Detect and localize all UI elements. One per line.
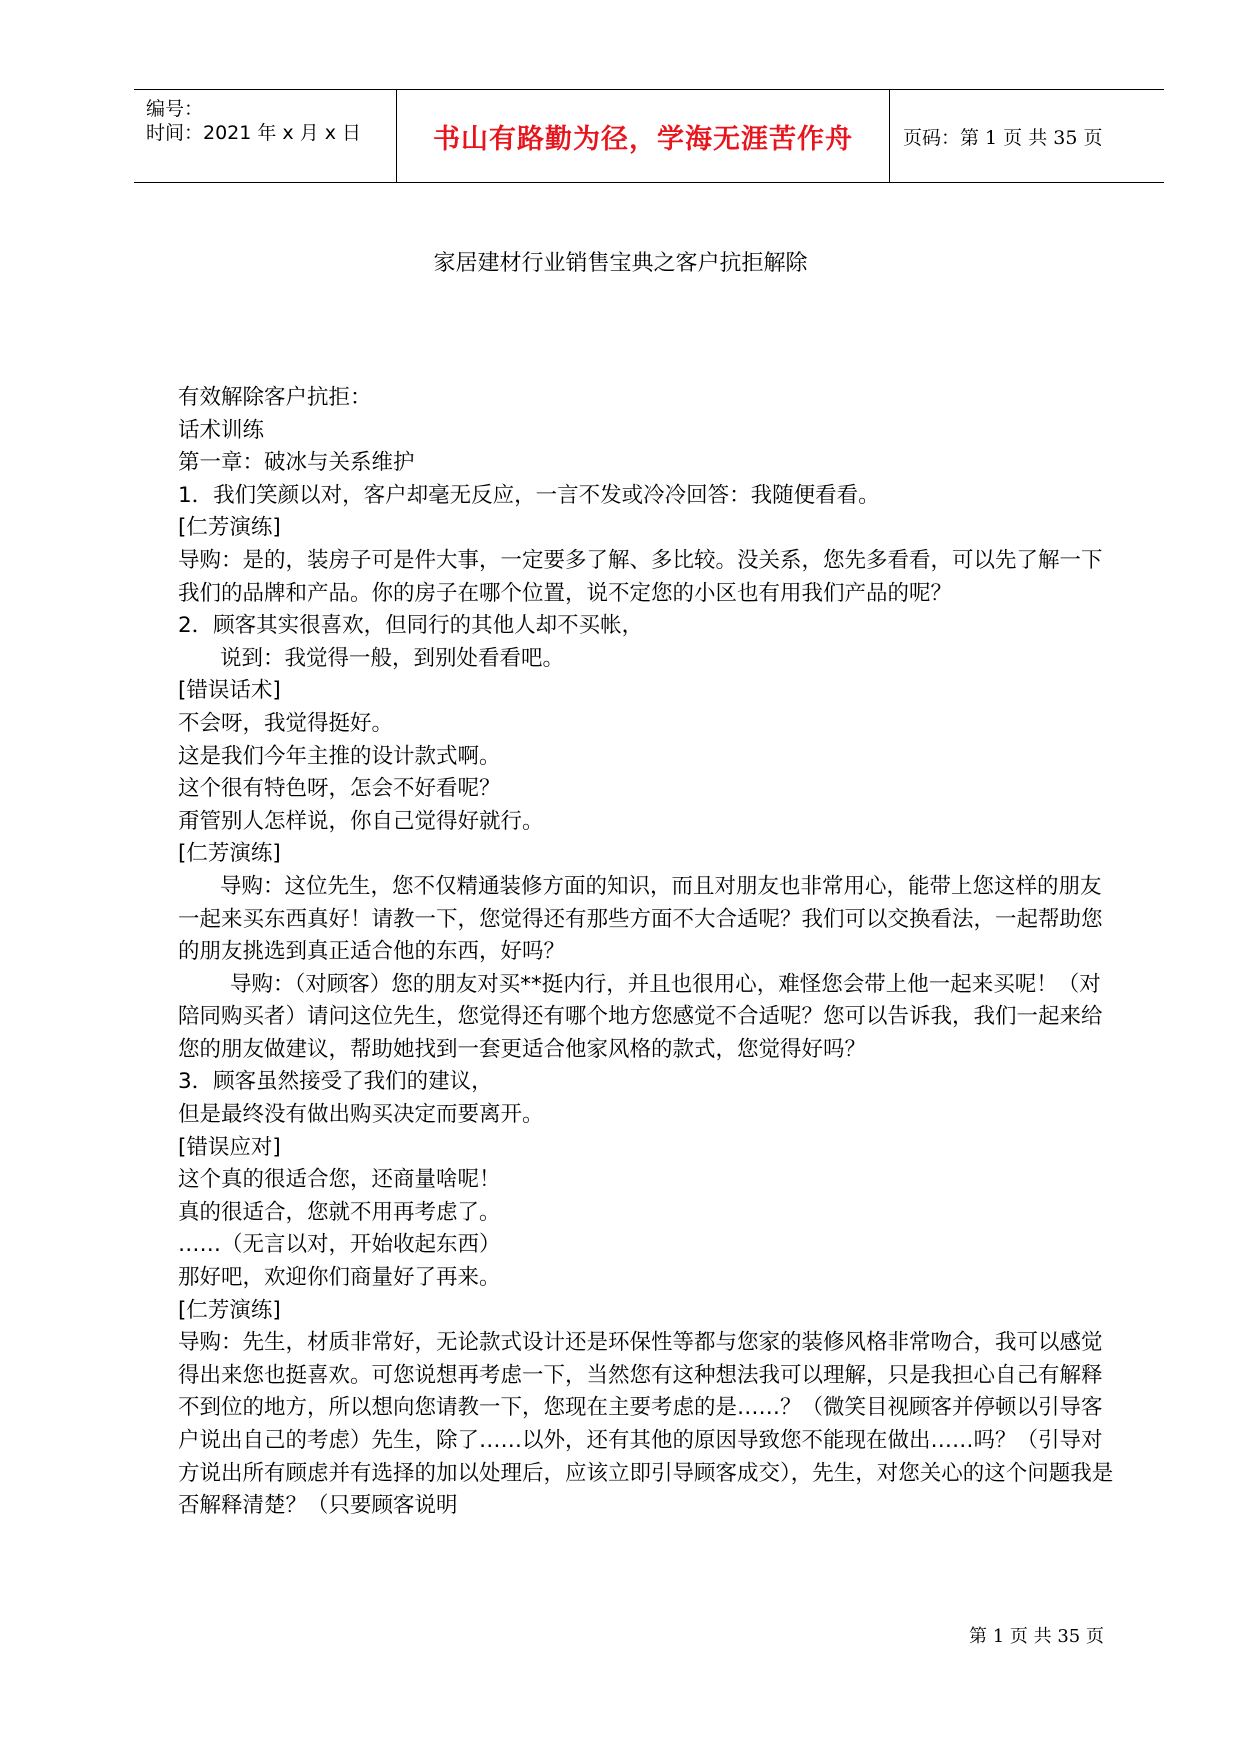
page-label: 页码：第 1 页 共 35 页 <box>903 126 1103 149</box>
paragraph: 导购：（对顾客）您的朋友对买**挺内行，并且也很用心，难怪您会带上他一起来买呢！（对陪同购买者）请问这位先生，您觉得还有哪个地方您感觉不合适呢？您可以告诉我，我们一起来给您的朋友做建议，帮助她找到一套更适合他家风格的款式，您觉得好吗？ <box>178 971 1103 1062</box>
paragraph: 导购：这位先生，您不仅精通装修方面的知识，而且对朋友也非常用心，能带上您这样的朋友一起来买东西真好！请教一下，您觉得还有那些方面不大合适呢？我们可以交换看法，一起帮助您的朋友挑选到真正适合他的东西，好吗？ <box>178 873 1103 965</box>
paragraph: 导购：先生，材质非常好，无论款式设计还是环保性等都与您家的装修风格非常吻合，我可以感觉得出来您也挺喜欢。可您说想再考虑一下，当然您有这种想法我可以理解，只是我担心自己有解释不到位的地方，所以想向您请教一下，您现在主要考虑的是……？（微笑目视顾客并停顿以引导客户说出自己的考虑）先生，除了……以外，还有其他的原因导致您不能现在做出……吗？（引导对方说出所有顾虑并有选择的加以处理后，应该立即引导顾客成交），先生，对您关心的这个问题我是否解释清楚？（只要顾客说明 <box>178 1330 1114 1519</box>
paragraph: 第一章：破冰与关系维护 <box>178 450 415 476</box>
paragraph: 但是最终没有做出购买决定而要离开。 <box>178 1102 544 1128</box>
header-meta <box>134 90 396 182</box>
paragraph: 甭管别人怎样说，你自己觉得好就行。 <box>178 808 544 834</box>
paragraph: 有效解除客户抗拒： <box>178 385 372 410</box>
page-footer: 第 1 页 共 35 页 <box>969 1626 1104 1647</box>
paragraph: 3．顾客虽然接受了我们的建议， <box>178 1069 493 1095</box>
paragraph: 1．我们笑颜以对，客户却毫无反应，一言不发或冷冷回答：我随便看看。 <box>178 482 880 508</box>
motto: 书山有路勤为径，学海无涯苦作舟 <box>433 123 853 155</box>
paragraph: [仁芳演练] <box>178 1297 281 1323</box>
document-title: 家居建材行业销售宝典之客户抗拒解除 <box>433 251 808 276</box>
paragraph: [仁芳演练] <box>178 515 281 541</box>
paragraph: 导购：是的，装房子可是件大事，一定要多了解、多比较。没关系，您先多看看，可以先了解一下我们的品牌和产品。你的房子在哪个位置，说不定您的小区也有用我们产品的呢？ <box>178 547 1103 606</box>
page-header <box>134 89 1164 183</box>
paragraph: 这个真的很适合您，还商量啥呢！ <box>178 1167 501 1193</box>
paragraph: 这是我们今年主推的设计款式啊。 <box>178 743 501 769</box>
paragraph: 这个很有特色呀，怎会不好看呢？ <box>178 776 501 802</box>
paragraph: [错误话术] <box>178 678 281 704</box>
paragraph: 说到：我觉得一般，到别处看看吧。 <box>220 645 565 671</box>
paragraph: ……（无言以对，开始收起东西） <box>178 1232 501 1258</box>
paragraph: 不会呀，我觉得挺好。 <box>178 710 394 736</box>
document-body <box>178 382 1120 1523</box>
header-motto-cell <box>396 90 890 182</box>
paragraph: 真的很适合，您就不用再考虑了。 <box>178 1199 501 1225</box>
number-label: 编号： <box>146 98 204 120</box>
paragraph: [仁芳演练] <box>178 841 281 867</box>
paragraph: [错误应对] <box>178 1134 281 1160</box>
paragraph: 话术训练 <box>178 417 265 443</box>
paragraph: 2．顾客其实很喜欢，但同行的其他人却不买帐， <box>178 613 644 639</box>
paragraph: 那好吧，欢迎你们商量好了再来。 <box>178 1265 501 1291</box>
time-label: 时间：2021 年 x 月 x 日 <box>146 122 362 144</box>
header-page-cell <box>889 90 1178 182</box>
